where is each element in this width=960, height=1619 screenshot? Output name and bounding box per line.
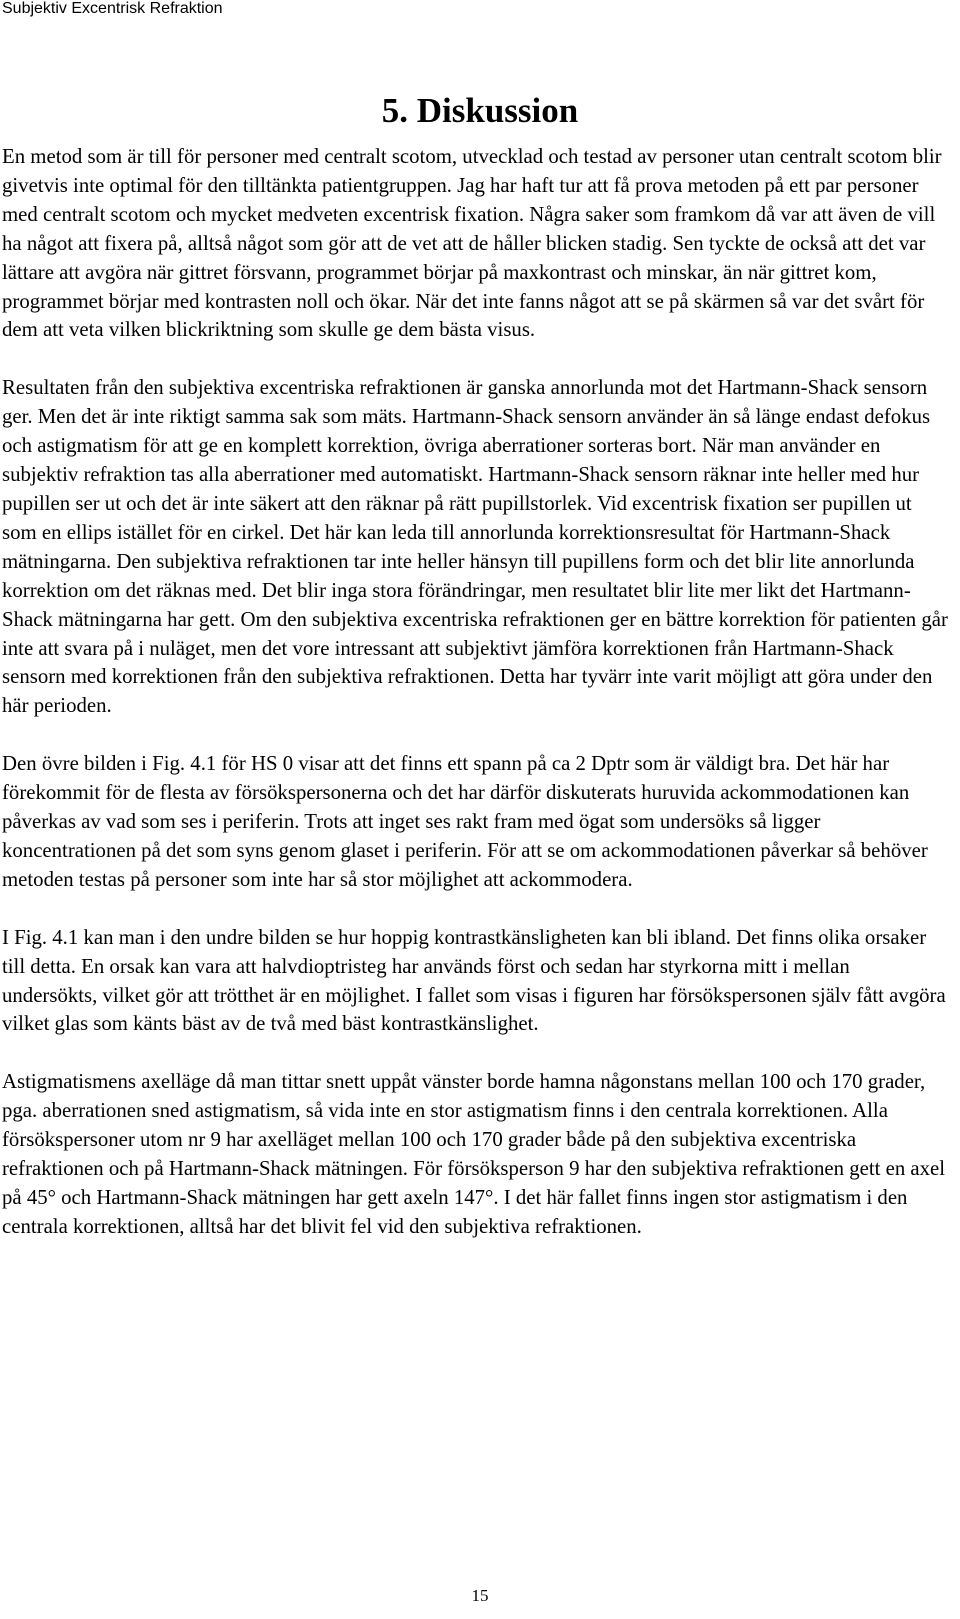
paragraph-2: Resultaten från den subjektiva excentriska refraktionen är ganska annorlunda mot det Hartmann-Shack sensorn ger. Men det är inte riktigt samma sak som mäts. Hartmann-Shack sensorn använder än så länge endast defokus och astigmatism för att ge en komplett korrektion, övriga aberrationer sorteras bort. När man använder en subjektiv refraktion tas alla aberrationer med automatiskt. Hartmann-Shack sensorn räknar inte heller med hur pupillen ser ut och det är inte säkert att den räknar på rätt pupillstorlek. Vid excentrisk fixation ser pupillen ut som en ellips istället för en cirkel. Det här kan leda till annorlunda korrektionsresultat för Hartmann-Shack mätningarna. Den subjektiva refraktionen tar inte heller hänsyn till pupillens form och det blir lite annorlunda korrektion om det räknas med. Det blir inga stora förändringar, men resultatet blir lite mer likt det Hartmann-Shack mätningarna har gett. Om den subjektiva excentriska refraktionen ger en bättre korrektion för patienten går inte att svara på i nuläget, men det vore intressant att subjektivt jämföra korrektionen från Hartmann-Shack sensorn med korrektionen från den subjektiva refraktionen. Detta har tyvärr inte varit möjligt att göra under den här perioden. — [2, 376, 948, 718]
section-heading: 5. Diskussion — [381, 91, 579, 130]
page-number: 15 — [471, 1586, 489, 1605]
paragraph-4: I Fig. 4.1 kan man i den undre bilden se hur hoppig kontrastkänsligheten kan bli ibland. Det finns olika orsaker till detta. En orsak kan vara att halvdioptristeg har används först och sedan har styrkorna mitt i mellan undersökts, vilket gör att trötthet är en möjlighet. I fallet som visas i figuren har försökspersonen själv fått avgöra vilket glas som känts bäst av de två med bäst kontrastkänslighet. — [2, 925, 946, 1036]
paragraph-5: Astigmatismens axelläge då man tittar snett uppåt vänster borde hamna någonstans mellan 100 och 170 grader, pga. aberrationen sned astigmatism, så vida inte en stor astigmatism finns i den centrala korrektionen. Alla försökspersoner utom nr 9 har axelläget mellan 100 och 170 grader både på den subjektiva excentriska refraktionen och på Hartmann-Shack mätningen. För försöksperson 9 har den subjektiva refraktionen gett en axel på 45° och Hartmann-Shack mätningen har gett axeln 147°. I det här fallet finns ingen stor astigmatism i den centrala korrektionen, alltså har det blivit fel vid den subjektiva refraktionen. — [2, 1070, 946, 1238]
body-text — [2, 143, 950, 1271]
paragraph-3: Den övre bilden i Fig. 4.1 för HS 0 visar att det finns ett spann på ca 2 Dptr som är väldigt bra. Det här har förekommit för de flesta av försökspersonerna och det har därför diskuterats huruvida ackommodationen kan påverkas av vad som ses i periferin. Trots att inget ses rakt fram med ögat som undersöks så ligger koncentrationen på det som syns genom glaset i periferin. För att se om ackommodationen påverkar så behöver metoden testas på personer som inte har så stor möjlighet att ackommodera. — [2, 752, 928, 891]
running-header: Subjektiv Excentrisk Refraktion — [2, 0, 223, 17]
paragraph-1: En metod som är till för personer med centralt scotom, utvecklad och testad av personer utan centralt scotom blir givetvis inte optimal för den tilltänkta patientgruppen. Jag har haft tur att få prova metoden på ett par personer med centralt scotom och mycket medveten excentrisk fixation. Några saker som framkom då var att även de vill ha något att fixera på, alltså något som gör att de vet att de håller blicken stadig. Sen tyckte de också att det var lättare att avgöra när gittret försvann, programmet börjar på maxkontrast och minskar, än när gittret kom, programmet börjar med kontrasten noll och ökar. När det inte fanns något att se på skärmen så var det svårt för dem att veta vilken blickriktning som skulle ge dem bästa visus. — [2, 145, 942, 342]
